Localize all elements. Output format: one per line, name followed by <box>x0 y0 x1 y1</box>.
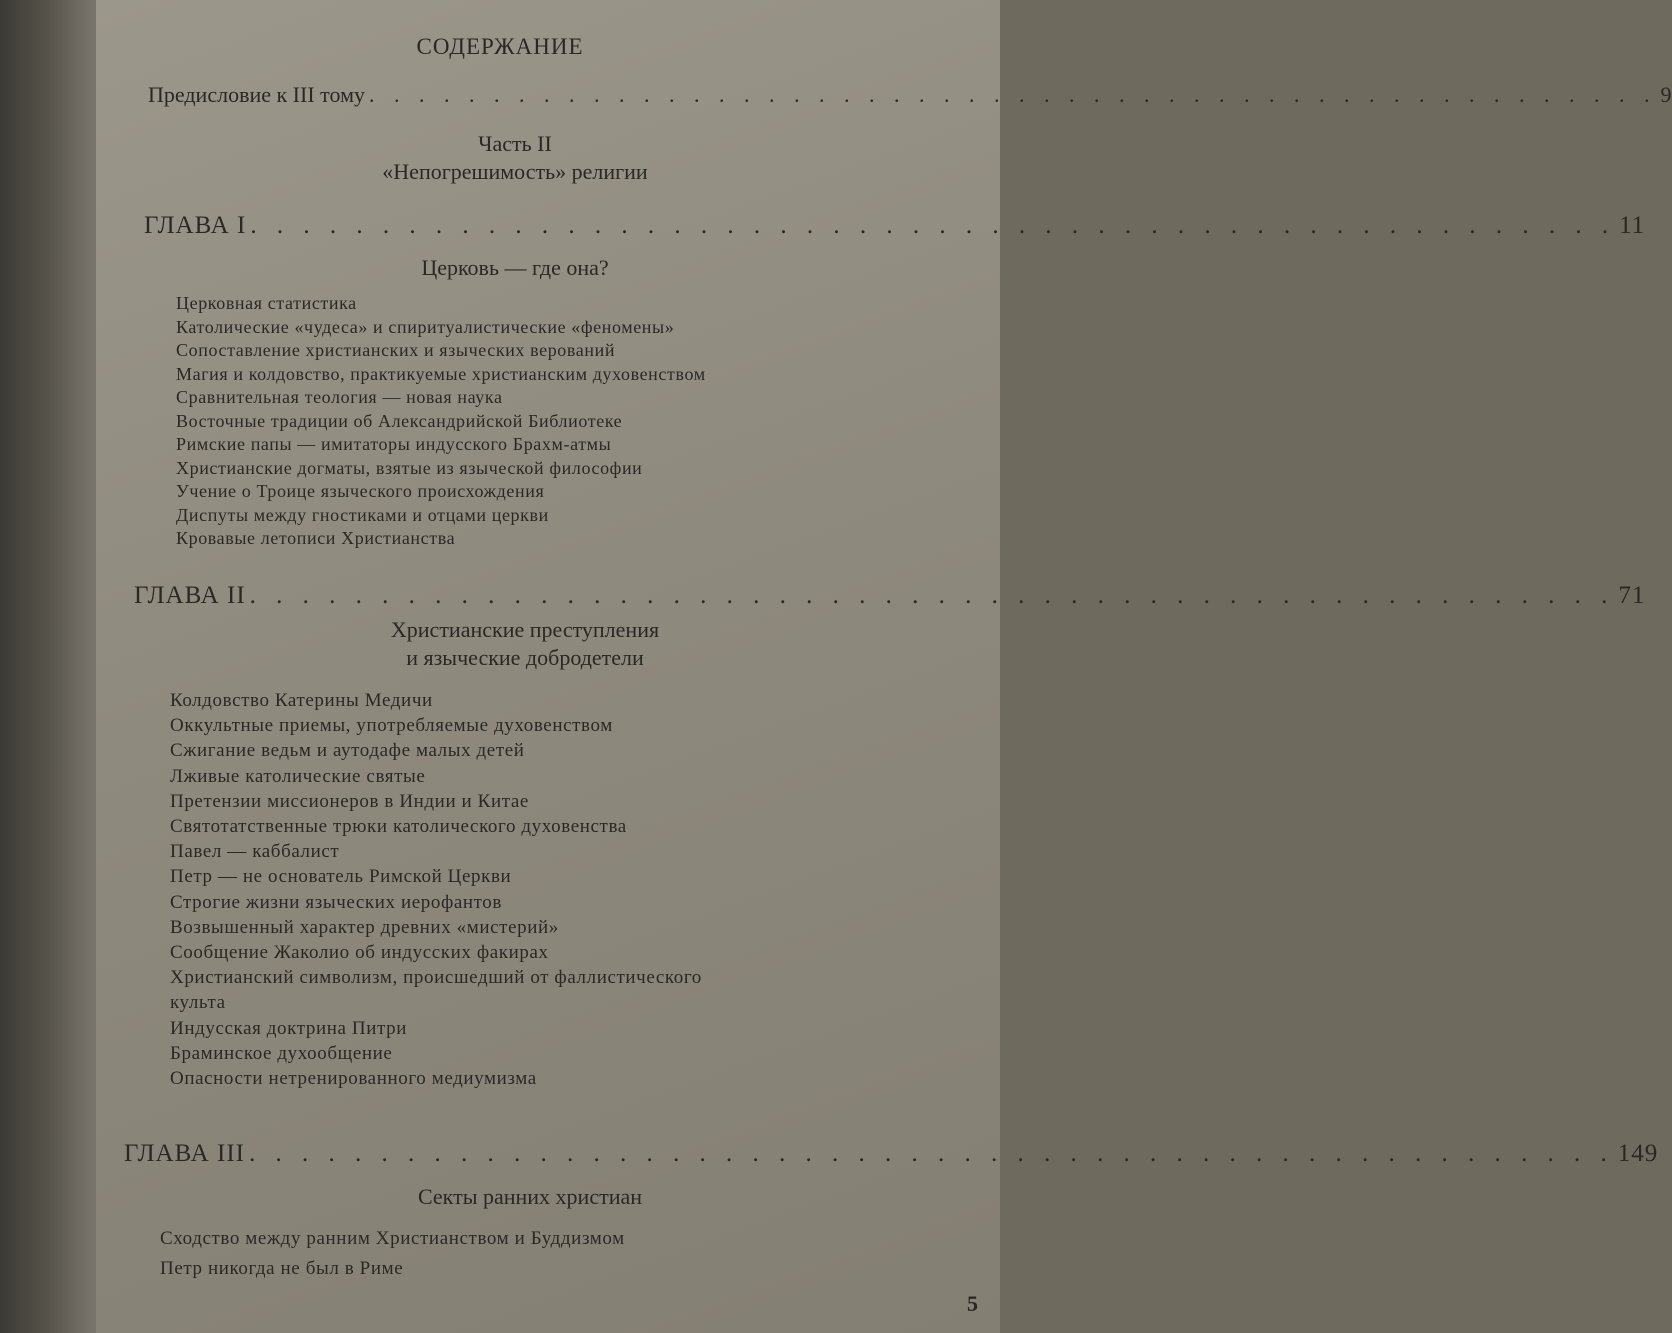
toc-entry-preface <box>148 82 1672 108</box>
topic-item: Индусская доктрина Питри <box>170 1017 407 1039</box>
topic-item: Павел — каббалист <box>170 841 340 863</box>
chapter-label: ГЛАВА I <box>144 212 247 239</box>
toc-entry-chapter-2 <box>134 582 1646 610</box>
toc-entry-chapter-3 <box>124 1140 1659 1168</box>
dot-leader: . . . . . . . . . . . . . . . . . . . . . . . . . . . . . . . . . . . . . . . . . . . . . . . . . . . . <box>248 1140 1614 1167</box>
topic-item: Римские папы — имитаторы индусского Брахм-атмы <box>176 434 612 454</box>
topic-item: Лживые католические святые <box>170 765 426 787</box>
topic-item: Сопоставление христианских и языческих верований <box>176 340 616 360</box>
topic-item: Диспуты между гностиками и отцами церкви <box>176 504 549 525</box>
dot-leader: . . . . . . . . . . . . . . . . . . . . . . . . . . . . . . . . . . . . . . . . . . . . . . . . . . . . <box>369 82 1657 107</box>
topic-item: Строгие жизни языческих иерофантов <box>170 891 502 913</box>
chapter-3-topics <box>160 1224 625 1284</box>
topic-item: Учение о Троице языческого происхождения <box>176 481 545 501</box>
topic-item: Католические «чудеса» и спиритуалистические «феномены» <box>176 316 675 337</box>
topic-item: Сходство между ранним Христианством и Буддизмом <box>160 1228 625 1249</box>
topic-item: Петр никогда не был в Риме <box>160 1258 404 1279</box>
topic-item: Опасности нетренированного медиумизма <box>170 1068 537 1090</box>
chapter-title-line: Секты ранних христиан <box>417 1184 643 1209</box>
chapter-1-title <box>330 254 700 282</box>
chapter-page-number: 11 <box>1619 212 1646 239</box>
topic-item: Христианские догматы, взятые из языческой философии <box>176 457 643 478</box>
chapter-title-line: Церковь — где она? <box>421 255 609 280</box>
topic-item: культа <box>170 992 226 1014</box>
part-name: «Непогрешимость» религии <box>382 159 648 184</box>
topic-item: Святотатственные трюки католического духовенства <box>170 816 627 838</box>
chapter-title-line: Христианские преступления <box>390 617 660 642</box>
chapter-label: ГЛАВА II <box>134 582 246 609</box>
topic-item: Сообщение Жаколио об индусских факирах <box>170 942 549 964</box>
topic-item: Возвышенный характер древних «мистерий» <box>170 916 559 938</box>
toc-entry-chapter-1 <box>144 212 1646 240</box>
chapter-3-title <box>300 1183 760 1211</box>
topic-item: Петр — не основатель Римской Церкви <box>170 866 512 888</box>
chapter-2-title <box>290 616 760 672</box>
topic-item: Кровавые летописи Христианства <box>176 528 456 548</box>
dot-leader: . . . . . . . . . . . . . . . . . . . . . . . . . . . . . . . . . . . . . . . . . . . . . . . . . . . . <box>250 212 1616 239</box>
topic-item: Колдовство Катерины Медичи <box>170 690 433 711</box>
chapter-title-line: и языческие добродетели <box>406 645 644 670</box>
topic-item: Оккультные приемы, употребляемые духовенством <box>170 715 613 737</box>
dot-leader: . . . . . . . . . . . . . . . . . . . . . . . . . . . . . . . . . . . . . . . . . . . . . . . . . . . . <box>249 582 1615 609</box>
topic-item: Церковная статистика <box>176 293 357 313</box>
topic-item: Магия и колдовство, практикуемые христианским духовенством <box>176 363 706 384</box>
topic-item: Претензии миссионеров в Индии и Китае <box>170 790 529 812</box>
topic-item: Восточные традиции об Александрийской Библиотеке <box>176 410 623 431</box>
toc-page-number: 9 <box>1660 82 1672 107</box>
part-number: Часть II <box>478 131 552 156</box>
toc-label: Предисловие к III тому <box>148 82 365 107</box>
chapter-1-topics <box>176 292 706 551</box>
chapter-page-number: 149 <box>1617 1140 1659 1167</box>
chapter-label: ГЛАВА III <box>124 1140 245 1167</box>
topic-item: Христианский символизм, происшедший от фаллистического <box>170 967 702 989</box>
topic-item: Сравнительная теология — новая наука <box>176 387 503 407</box>
part-heading <box>300 130 730 186</box>
chapter-page-number: 71 <box>1618 582 1646 609</box>
page-title: СОДЕРЖАНИЕ <box>416 34 584 59</box>
topic-item: Браминское духообщение <box>170 1042 393 1064</box>
page-number: 5 <box>967 1291 978 1316</box>
topic-item: Сжигание ведьм и аутодафе малых детей <box>170 740 525 762</box>
chapter-2-topics <box>170 688 702 1091</box>
